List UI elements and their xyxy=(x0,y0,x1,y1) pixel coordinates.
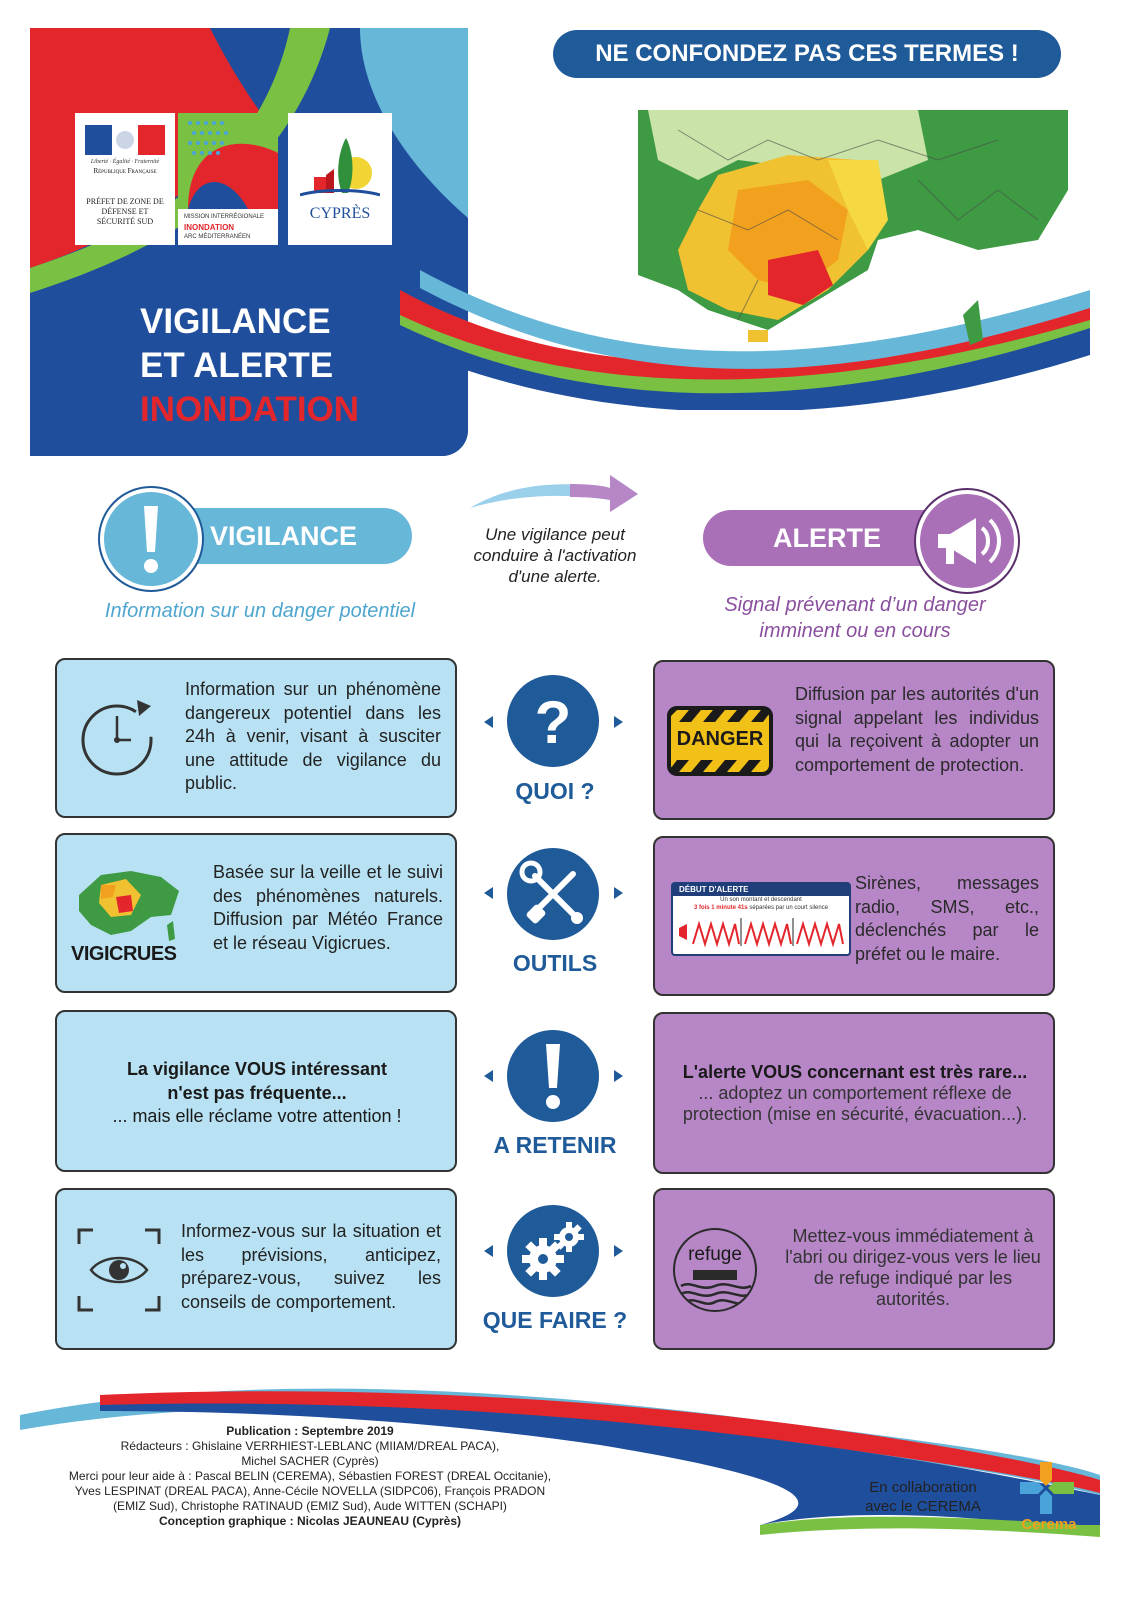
credits-line2: Rédacteurs : Ghislaine VERRHIEST-LEBLANC (MIIAM/DREAL PACA), xyxy=(120,1439,500,1453)
miiam-line3: ARC MÉDITERRANÉEN xyxy=(184,234,251,240)
alerte-retenir-rest: ... adoptez un comportement réflexe de protection (mise en sécurité, évacuation...). xyxy=(682,1083,1028,1124)
wrench-screwdriver-icon xyxy=(507,848,599,940)
logo-miiam xyxy=(178,113,278,245)
transition-note-line2: conduire à l'activation xyxy=(473,546,637,565)
rf-motto: Liberté · Égalité · Fraternité xyxy=(90,159,160,165)
alerte-retenir-bold: L'alerte VOUS concernant est très rare... xyxy=(682,1062,1028,1082)
marianne-icon xyxy=(85,125,165,155)
collab-line1: En collaboration xyxy=(869,1479,977,1496)
title-line-et-alerte: ET ALERTE xyxy=(140,346,334,385)
vigilance-outils-text: Basée sur la veille et le suivi des phénomènes naturels. Diffusion par Météo France et le réseau Vigicrues. xyxy=(213,862,443,953)
vigilance-map-illustration xyxy=(618,100,1088,355)
siren-line1: Un son montant et descendant xyxy=(720,897,802,903)
credits-line7: Conception graphique : Nicolas JEAUNEAU (Cyprès) xyxy=(158,1514,462,1528)
danger-sign-text: DANGER xyxy=(676,728,764,750)
svg-text:?: ? xyxy=(534,689,572,756)
card-vigilance-que-faire xyxy=(55,1188,457,1350)
megaphone-icon xyxy=(920,494,1014,588)
title-line-vigilance: VIGILANCE xyxy=(140,302,331,341)
miiam-line1: MISSION INTERRÉGIONALE xyxy=(184,214,265,220)
arrow-right-icon xyxy=(614,1245,623,1257)
arrow-left-icon xyxy=(484,1245,493,1257)
vigilance-label: VIGILANCE xyxy=(210,521,358,551)
row-label-outils: OUTILS xyxy=(512,950,598,976)
alerte-subtitle-line2: imminent ou en cours xyxy=(759,620,951,642)
page-title xyxy=(140,300,470,432)
tagline-banner: NE CONFONDEZ PAS CES TERMES ! xyxy=(553,30,1061,78)
siren-line2 xyxy=(673,905,849,911)
eye-icon xyxy=(77,1228,161,1312)
card-vigilance-outils xyxy=(55,833,457,993)
alerte-label: ALERTE xyxy=(773,523,881,553)
transition-note-line1: Une vigilance peut xyxy=(485,525,625,544)
siren-line2-rest: séparées par un court silence xyxy=(749,905,829,911)
arrow-left-icon xyxy=(484,887,493,899)
exclamation-icon xyxy=(104,492,198,586)
card-alerte-que-faire xyxy=(653,1188,1055,1350)
collaboration-note xyxy=(848,1478,998,1516)
question-icon xyxy=(507,675,599,767)
rf-country: République Française xyxy=(93,167,157,175)
row-label-quoi: QUOI ? xyxy=(515,778,595,804)
siren-signal-panel xyxy=(671,882,851,956)
cypres-name: CYPRÈS xyxy=(309,205,371,222)
alerte-outils-text: Sirènes, messages radio, SMS, etc., déclenchés par le préfet ou le maire. xyxy=(855,873,1039,964)
question-mark-icon xyxy=(507,675,599,767)
vigilance-subtitle: Information sur un danger potentiel xyxy=(104,600,416,622)
cog-icon xyxy=(507,1205,599,1297)
vigilance-retenir-rest: ... mais elle réclame votre attention ! xyxy=(112,1106,402,1126)
alerte-quoi-text: Diffusion par les autorités d'un signal appelant les individus qui la reçoivent à adopter un comportement de protection. xyxy=(795,684,1039,775)
cerema-name: Cerema xyxy=(1021,1516,1077,1533)
refuge-icon xyxy=(673,1228,757,1312)
logo-republique-francaise xyxy=(75,113,175,245)
stopwatch-icon xyxy=(77,694,163,780)
vigilance-exclamation-icon xyxy=(100,488,202,590)
card-vigilance-quoi xyxy=(55,658,457,818)
row-label-que-faire: QUE FAIRE ? xyxy=(482,1307,628,1333)
logo-cypres xyxy=(288,113,392,245)
card-alerte-quoi xyxy=(653,660,1055,820)
credits-line3: Michel SACHER (Cyprès) xyxy=(241,1454,379,1468)
credits-line1: Publication : Septembre 2019 xyxy=(226,1424,394,1438)
collab-line2: avec le CEREMA xyxy=(865,1498,981,1515)
transition-note xyxy=(455,524,655,587)
miiam-line2: INONDATION xyxy=(184,223,235,232)
arrow-left-icon xyxy=(484,716,493,728)
credits-line5: Yves LESPINAT (DREAL PACA), Anne-Cécile NOVELLA (SIDPC06), François PRADON xyxy=(74,1484,546,1498)
danger-sign-icon xyxy=(667,706,773,776)
vigilance-que-faire-text: Informez-vous sur la situation et les prévisions, anticipez, préparez-vous, suivez les conseils de comportement. xyxy=(181,1221,441,1312)
vigilance-retenir-text xyxy=(77,1058,437,1129)
card-vigilance-retenir xyxy=(55,1010,457,1172)
vigilance-retenir-bold1: La vigilance VOUS intéressant xyxy=(126,1059,388,1079)
footer-credits xyxy=(30,1424,590,1529)
exclamation-circle-icon xyxy=(507,1030,599,1122)
card-alerte-retenir xyxy=(653,1012,1055,1174)
miiam-rain-icon xyxy=(178,113,278,209)
vigicrues-logo: VIGICRUES xyxy=(71,943,177,965)
siren-line2-red: 3 fois 1 minute 41s xyxy=(693,905,748,911)
transition-arrow xyxy=(470,470,640,520)
transition-note-line3: d'une alerte. xyxy=(508,567,602,586)
cypres-tree-icon xyxy=(300,133,380,203)
siren-waveform-icon xyxy=(673,914,849,950)
vigilance-quoi-text: Information sur un phénomène dangereux potentiel dans les 24h à venir, visant à susciter une attitude de vigilance du public. xyxy=(185,679,441,793)
gears-icon xyxy=(507,1205,599,1297)
title-line-inondation: INONDATION xyxy=(140,390,360,429)
alerte-megaphone-icon xyxy=(916,490,1018,592)
arrow-right-icon xyxy=(614,887,623,899)
vigicrues-map-icon xyxy=(71,855,181,955)
alerte-subtitle-line1: Signal prévenant d’un danger xyxy=(724,594,986,616)
alerte-que-faire-text: Mettez-vous immédiatement à l'abri ou dirigez-vous vers le lieu de refuge indiqué par les autorités. xyxy=(785,1226,1041,1309)
alerte-subtitle xyxy=(690,592,1020,644)
arrow-right-icon xyxy=(614,716,623,728)
credits-line4: Merci pour leur aide à : Pascal BELIN (CEREMA), Sébastien FOREST (DREAL Occitanie), xyxy=(68,1469,552,1483)
vigilance-retenir-bold2: n'est pas fréquente... xyxy=(167,1082,347,1103)
siren-title: DÉBUT D'ALERTE xyxy=(673,884,849,896)
tools-icon xyxy=(507,848,599,940)
arrow-left-icon xyxy=(484,1070,493,1082)
arrow-right-icon xyxy=(614,1070,623,1082)
cerema-logo-icon xyxy=(1018,1460,1078,1516)
refuge-label: refuge xyxy=(688,1244,742,1265)
card-alerte-outils xyxy=(653,836,1055,996)
credits-line6: (EMIZ Sud), Christophe RATINAUD (EMIZ Sud), Aude WITTEN (SCHAPI) xyxy=(113,1499,507,1513)
water-waves-icon xyxy=(675,1230,755,1310)
exclamation-icon xyxy=(507,1030,599,1122)
row-label-retenir: A RETENIR xyxy=(493,1132,617,1158)
alerte-retenir-text xyxy=(665,1062,1045,1125)
rf-prefet: PRÉFET DE ZONE DE DÉFENSE ET SÉCURITÉ SUD xyxy=(86,197,164,226)
